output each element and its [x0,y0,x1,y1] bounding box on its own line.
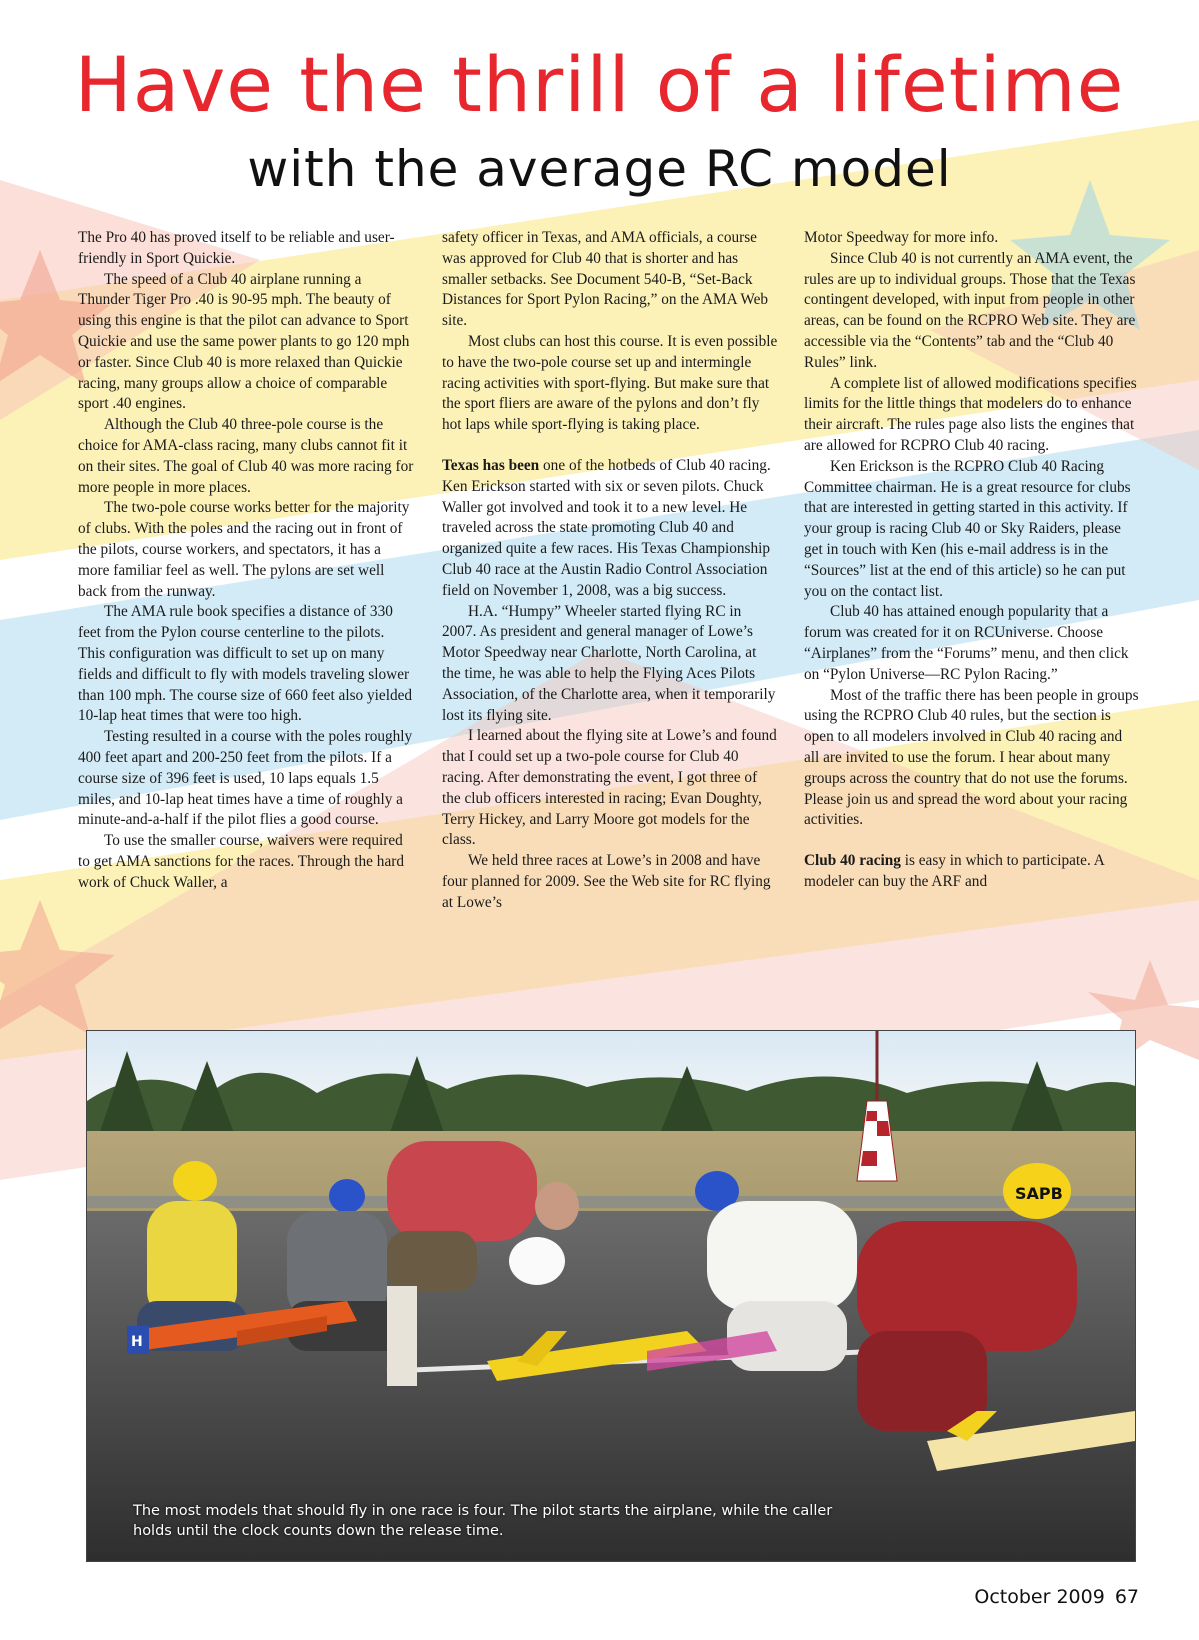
paragraph: We held three races at Lowe’s in 2008 and have four planned for 2009. See the Web site for RC flying at Lowe’s [442,852,771,911]
section-lead-paragraph [804,851,1140,893]
paragraph: The two-pole course works better for the majority of clubs. With the poles and the racing out in front of the pilots, course workers, and spectators, it has a more familiar feel as well. The pylons are set well back from the runway. [78,499,410,600]
helmet-text: SAPB [1015,1184,1063,1203]
section-lead-in: Texas has been [442,456,540,474]
paragraph: H.A. “Humpy” Wheeler started flying RC in 2007. As president and general manager of Lowe’s Motor Speedway near Charlotte, North Carolina, at the time, he was able to help the Flying Aces Pilots Association, of the Charlotte area, when it temporarily lost its flying site. [442,602,776,724]
paragraph: Although the Club 40 three-pole course is the choice for AMA-class racing, many clubs cannot fit it on their sites. The goal of Club 40 was more racing for more people in more places. [78,416,414,496]
treeline [87,1073,1135,1141]
paragraph: The Pro 40 has proved itself to be reliable and user-friendly in Sport Quickie. [78,229,395,267]
distant-runway [87,1196,1135,1208]
paragraph: I learned about the flying site at Lowe’s and found that I could set up a two-pole course for Club 40 racing. After demonstrating the event, I got three of the club officers interested in racing; Evan Doughty, Terry Hickey, and Larry Moore got models for the class. [442,727,777,849]
paragraph: To use the smaller course, waivers were required to get AMA sanctions for the races. Through the hard work of Chuck Waller, a [78,832,404,891]
paragraph: Ken Erickson is the RCPRO Club 40 Racing Committee chairman. He is a great resource for clubs that are interested in getting started in this activity. If your group is racing Club 40 or Sky Raiders, please get in touch with Ken (his e-mail address is in the “Sources” list at the end of this article) so he can put you on the contact list. [804,457,1131,600]
section-lead-in: Club 40 racing [804,852,901,870]
page-number: 67 [1114,1586,1139,1608]
paragraph: A complete list of allowed modifications specifies limits for the little things that modelers do to enhance their aircraft. The rules page also lists the engines that are allowed for RCPRO Club 40 racing. [804,374,1137,454]
issue-date: October 2009 [974,1586,1105,1608]
race-photo-illustration [87,1031,1135,1561]
page-subtitle: with the average RC model [247,140,952,198]
plane-marking: H [131,1334,143,1350]
paragraph: safety officer in Texas, and AMA officials, a course was approved for Club 40 that is shorter and has smaller setbacks. See Document 540-B, “Set-Back Distances for Sport Pylon Racing,” on the AMA Web site. [442,229,769,330]
paragraph: Motor Speedway for more info. [804,229,999,246]
article-column-1 [78,228,414,894]
paragraph-body: one of the hotbeds of Club 40 racing. Ken Erickson started with six or seven pilots. Chuck Waller got involved and took it to a new level. He traveled across the state promoting Club 40 and organized quite a few races. His Texas Championship Club 40 race at the Austin Radio Control Association field on November 1, 2008, was a big success. [442,456,771,599]
paragraph: Testing resulted in a course with the poles roughly 400 feet apart and 200-250 feet from the pilots. If a course size of 396 feet is used, 10 laps equals 1.5 miles, and 10-lap heat times have a time of roughly a minute-and-a-half if the pilot flies a good course. [78,728,413,829]
paragraph: Since Club 40 is not currently an AMA event, the rules are up to individual groups. Those that the Texas contingent developed, with input from people in other areas, can be found on the RCPRO Web site. They are accessible via the “Contents” tab and the “Club 40 Rules” link. [804,249,1136,371]
paragraph: Club 40 has attained enough popularity that a forum was created for it on RCUniverse. Choose “Airplanes” from the “Forums” menu, and then click on “Pylon Universe—RC Pylon Racing.” [804,603,1129,683]
section-lead-paragraph [442,456,778,602]
photo-caption: The most models that should fly in one race is four. The pilot starts the airplane, while the caller holds until the clock counts down the release time. [133,1503,833,1539]
paragraph: Most clubs can host this course. It is even possible to have the two-pole course set up and intermingle racing activities with sport-flying. But make sure that the sport fliers are aware of the pylons and don’t fly hot laps while sport-flying is taking place. [442,332,778,434]
article-column-3 [804,228,1140,893]
article-column-2 [442,228,778,914]
race-photo [86,1030,1136,1562]
page-title: Have the thrill of a lifetime [74,40,1125,129]
paragraph: Most of the traffic there has been people in groups using the RCPRO Club 40 rules, but the section is open to all modelers involved in Club 40 racing and all are invited to use the forum. I hear about many groups across the country that do not use the forums. Please join us and spread the word about your racing activities. [804,686,1139,829]
paragraph-body: is easy in which to participate. A modeler can buy the ARF and [804,852,1104,890]
paragraph: The speed of a Club 40 airplane running a Thunder Tiger Pro .40 is 90-95 mph. The beauty of using this engine is that the pilot can advance to Sport Quickie and use the same power plants to go 120 mph or faster. Since Club 40 is more relaxed than Quickie racing, many groups allow a choice of comparable sport .40 engines. [78,270,410,413]
page-footer [974,1586,1139,1608]
paragraph: The AMA rule book specifies a distance of 330 feet from the Pylon course centerline to the pilots. This configuration was difficult to set up on many fields and difficult to fly with models traveling slower than 100 mph. The course size of 660 feet also yielded 10-lap heat times that were too high. [78,603,413,725]
